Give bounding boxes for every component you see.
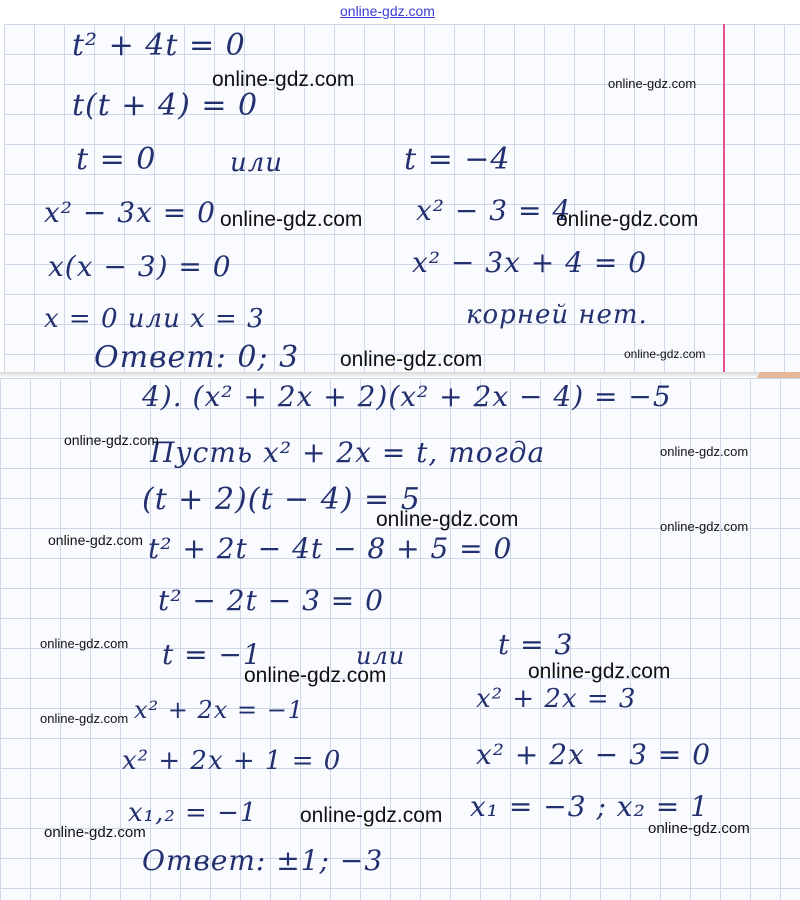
watermark: online-gdz.com bbox=[376, 508, 519, 531]
watermark: online-gdz.com bbox=[300, 804, 443, 827]
equation-line: t = 0 bbox=[76, 142, 157, 177]
answer-line: Ответ: 0; 3 bbox=[94, 340, 300, 373]
equation-line: x² − 3 = 4 bbox=[416, 194, 572, 227]
watermark: online-gdz.com bbox=[660, 444, 749, 459]
watermark: online-gdz.com bbox=[528, 660, 671, 683]
watermark: online-gdz.com bbox=[648, 820, 750, 837]
equation-line: x² + 2x − 3 = 0 bbox=[476, 738, 712, 771]
equation-line: x = 0 или x = 3 bbox=[44, 304, 265, 334]
page-header bbox=[0, 0, 800, 24]
equation-line: t(t + 4) = 0 bbox=[72, 88, 259, 123]
watermark: online-gdz.com bbox=[48, 532, 143, 548]
watermark: online-gdz.com bbox=[660, 519, 749, 534]
equation-line: t² − 2t − 3 = 0 bbox=[158, 584, 384, 617]
equation-line: t = 3 bbox=[498, 628, 574, 661]
equation-line: x² − 3x + 4 = 0 bbox=[412, 246, 648, 279]
equation-line: Пусть x² + 2x = t, тогда bbox=[150, 436, 546, 469]
equation-line: t = −4 bbox=[404, 142, 511, 177]
watermark: online-gdz.com bbox=[340, 348, 483, 371]
equation-line: t² + 4t = 0 bbox=[72, 28, 246, 63]
site-link[interactable]: online-gdz.com bbox=[340, 3, 435, 19]
equation-line: t = −1 bbox=[162, 638, 262, 671]
watermark: online-gdz.com bbox=[44, 824, 146, 841]
watermark: online-gdz.com bbox=[556, 208, 699, 231]
watermark: online-gdz.com bbox=[212, 68, 355, 91]
equation-line: x² + 2x + 1 = 0 bbox=[122, 746, 342, 776]
equation-line: 4). (x² + 2x + 2)(x² + 2x − 4) = −5 bbox=[142, 380, 672, 413]
equation-line: x² + 2x = 3 bbox=[476, 684, 637, 714]
watermark: online-gdz.com bbox=[608, 76, 697, 91]
equation-line: x(x − 3) = 0 bbox=[48, 250, 232, 283]
equation-line: (t + 2)(t − 4) = 5 bbox=[142, 482, 421, 517]
watermark: online-gdz.com bbox=[624, 347, 706, 361]
equation-line: корней нет. bbox=[466, 300, 648, 330]
equation-line: t² + 2t − 4t − 8 + 5 = 0 bbox=[148, 532, 513, 565]
equation-line: x² − 3x = 0 bbox=[44, 196, 216, 229]
watermark: online-gdz.com bbox=[40, 711, 129, 726]
watermark: online-gdz.com bbox=[40, 636, 129, 651]
watermark: online-gdz.com bbox=[244, 664, 387, 687]
margin-line bbox=[723, 24, 725, 372]
watermark: online-gdz.com bbox=[64, 432, 159, 448]
equation-line: x² + 2x = −1 bbox=[134, 696, 305, 724]
equation-line: или bbox=[230, 148, 284, 178]
equation-line: x₁,₂ = −1 bbox=[128, 798, 258, 828]
equation-line: x₁ = −3 ; x₂ = 1 bbox=[470, 790, 709, 823]
equation-line: или bbox=[356, 642, 406, 670]
watermark: online-gdz.com bbox=[220, 208, 363, 231]
answer-line: Ответ: ±1; −3 bbox=[142, 844, 384, 877]
